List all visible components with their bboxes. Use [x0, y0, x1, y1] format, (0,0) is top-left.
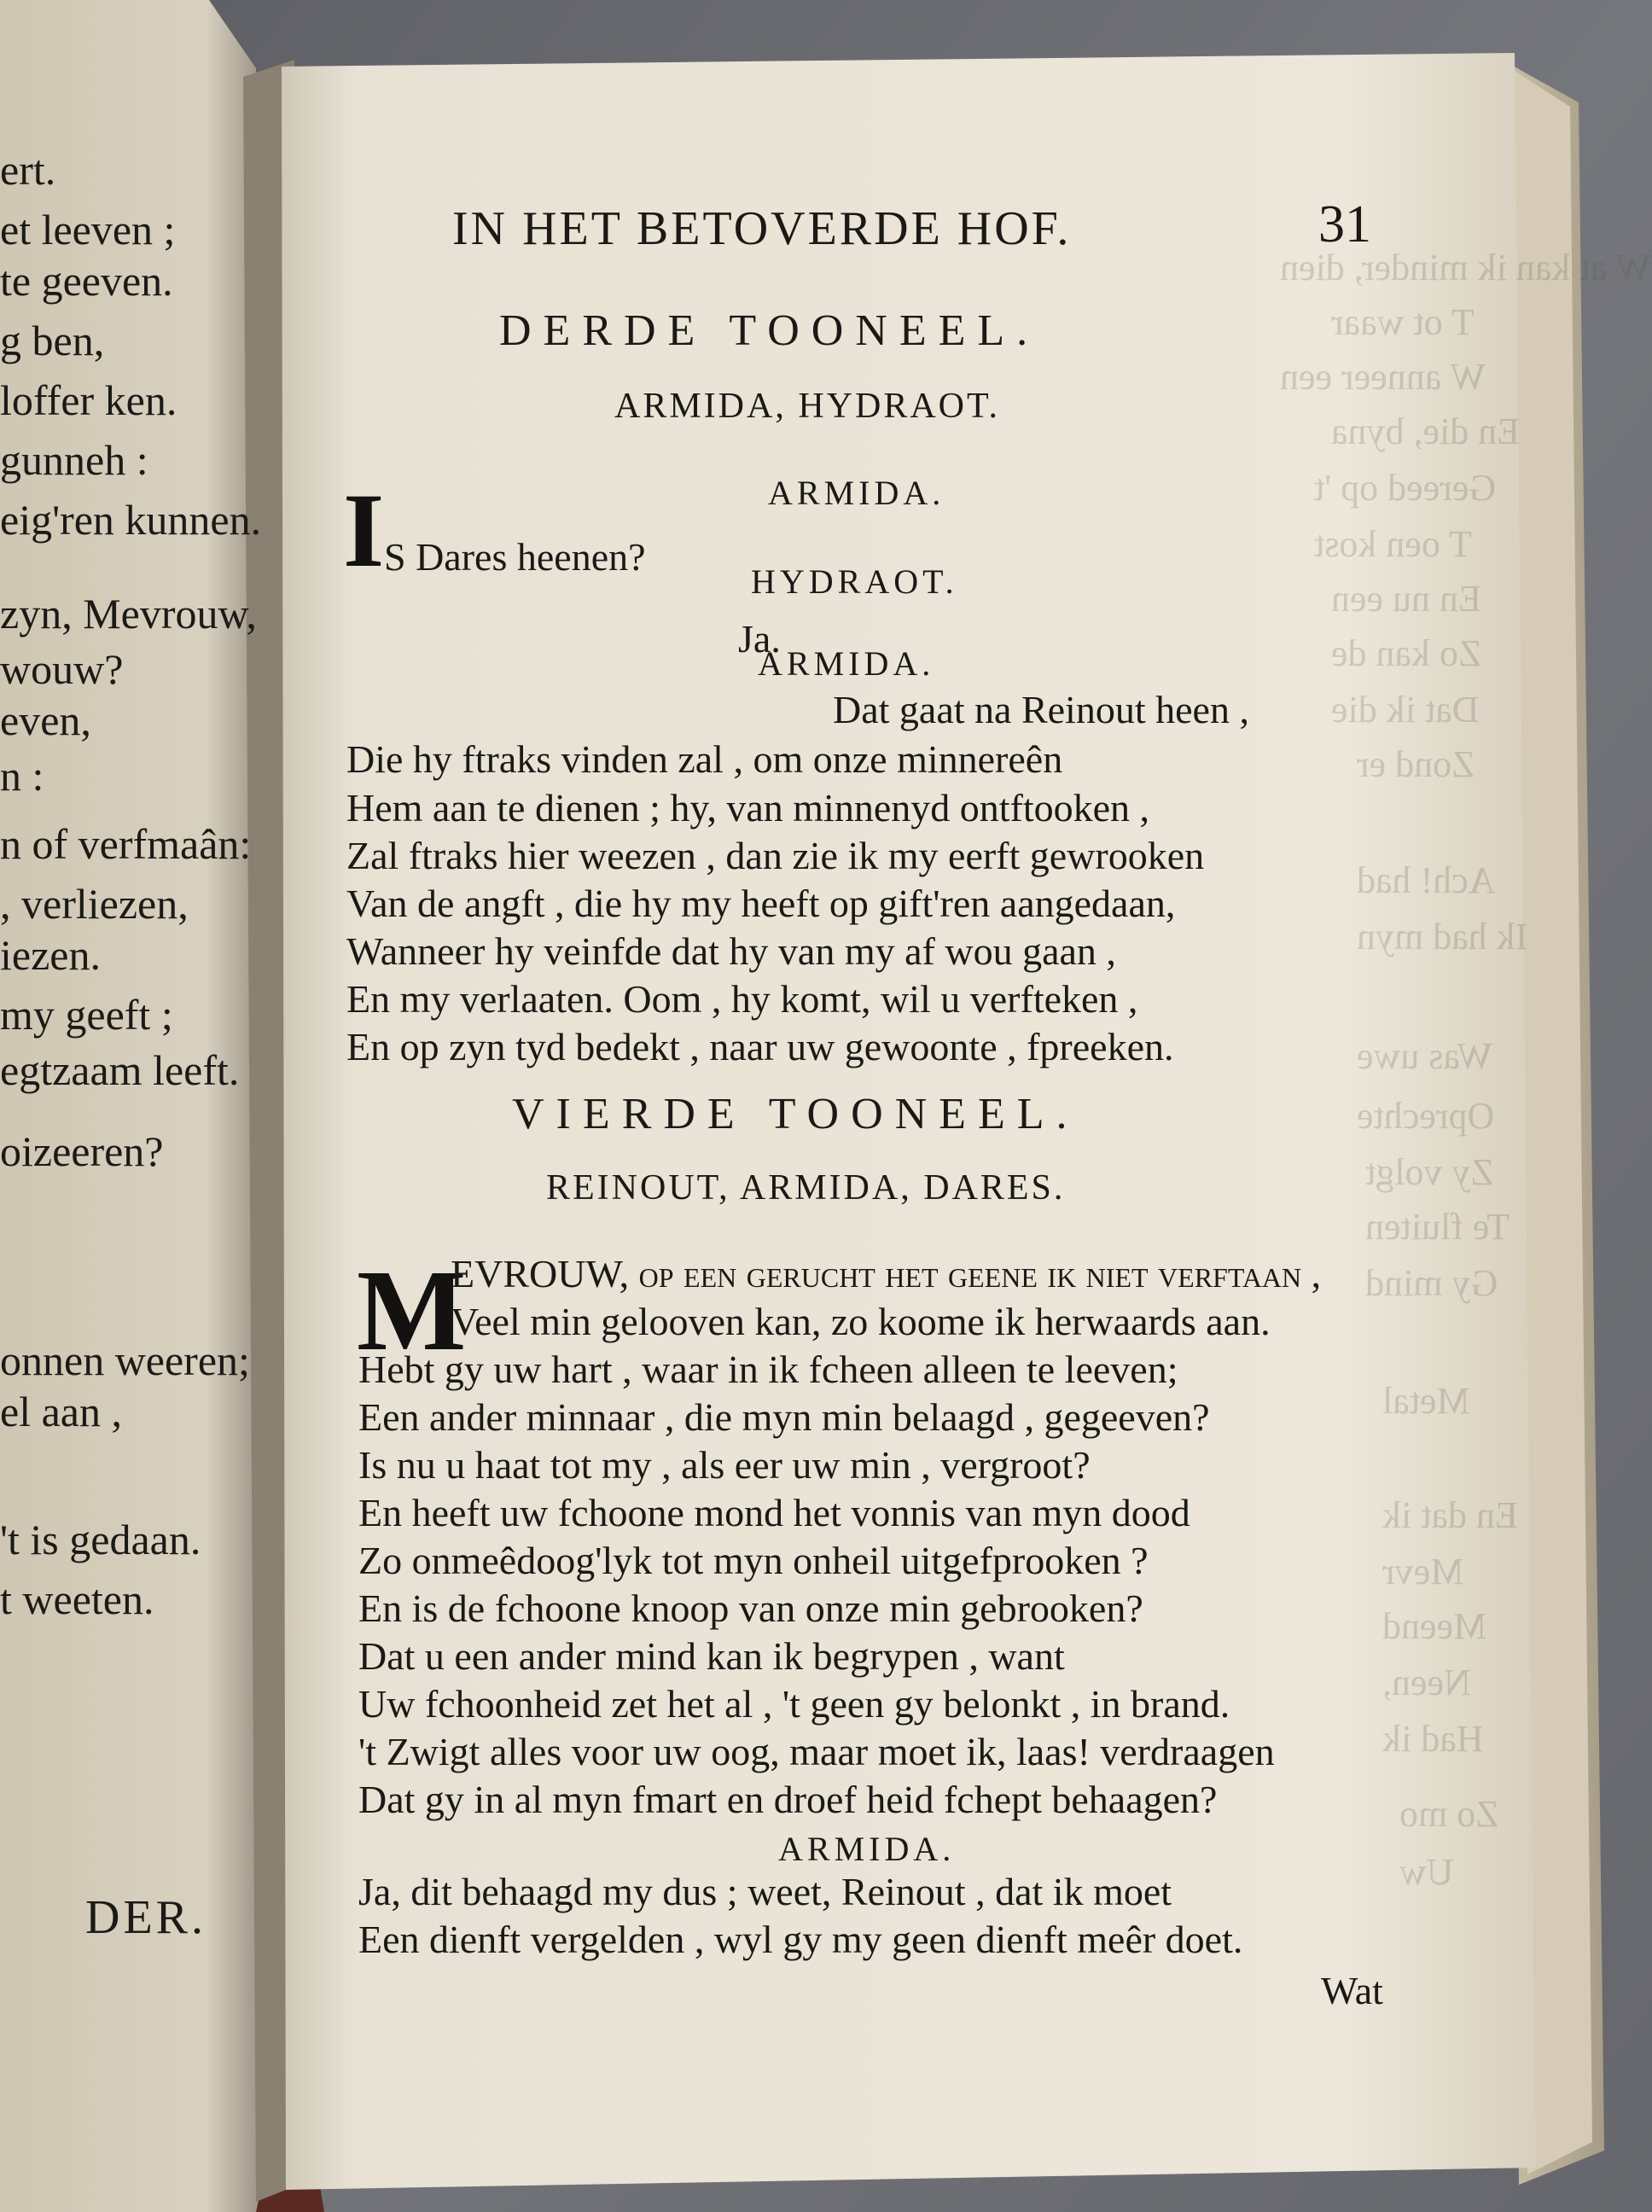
verse-line: Zal ftraks hier weezen , dan zie ik my eerft gewrooken: [346, 834, 1205, 877]
verse-line: En my verlaaten. Oom , hy komt, wil u verfteken ,: [346, 977, 1138, 1021]
bleed-through: Zo kan de: [1331, 632, 1481, 674]
verse-line: S Dares heenen?: [384, 535, 646, 579]
bleed-through: Uw: [1399, 1851, 1454, 1893]
bleed-through: Had ik: [1382, 1718, 1484, 1760]
verse-line: EVROUW, op een gerucht het geene ik niet verftaan ,: [451, 1252, 1322, 1295]
drop-cap: M: [357, 1247, 467, 1375]
left-page-line: iezen.: [0, 931, 101, 979]
running-head: IN HET BETOVERDE HOF.: [452, 202, 1072, 255]
left-page-line: oizeeren?: [0, 1127, 164, 1175]
bleed-through: Dat ik die: [1331, 689, 1480, 731]
verse-line: Hem aan te dienen ; hy, van minnenyd ontftooken ,: [346, 786, 1150, 830]
left-page-line: t weeten.: [0, 1575, 154, 1623]
left-page-text: [0, 0, 273, 2212]
bleed-through: W at kan ik minder, dien: [1280, 247, 1651, 288]
bleed-through: En dat ik: [1382, 1494, 1518, 1536]
left-page-line: n of verfmaân:: [0, 820, 252, 868]
bleed-through: Zo mo: [1399, 1793, 1499, 1835]
verse-line: Uw fchoonheid zet het al , 't geen gy belonkt , in brand.: [358, 1682, 1230, 1726]
left-page-line: loffer ken.: [0, 376, 177, 424]
verse-line: Dat gaat na Reinout heen ,: [833, 688, 1249, 731]
bleed-through: T oen kost: [1314, 523, 1472, 565]
left-page-line: eig'ren kunnen.: [0, 496, 262, 544]
verse-line: Is nu u haat tot my , als eer uw min , vergroot?: [358, 1443, 1091, 1487]
verse-line: Dat gy in al myn fmart en droef heid fchept behaagen?: [358, 1778, 1218, 1821]
bleed-through: T ot waar: [1331, 301, 1475, 343]
scene-title: VIERDE TOONEEL.: [512, 1090, 1079, 1138]
left-page-line: egtzaam leeft.: [0, 1046, 240, 1094]
left-page-line: zyn, Mevrouw,: [0, 590, 257, 637]
left-page-line: gunneh :: [0, 436, 148, 484]
bleed-through: Metal: [1382, 1380, 1470, 1422]
speaker-label: ARMIDA.: [758, 644, 935, 683]
bleed-through: Gereed op 't: [1314, 467, 1497, 509]
left-page-catchword: DER.: [85, 1891, 206, 1944]
left-page-line: n :: [0, 752, 44, 800]
verse-line: Hebt gy uw hart , waar in ik fcheen alleen te leeven;: [358, 1348, 1178, 1391]
bleed-through: Oprechte: [1357, 1095, 1495, 1137]
bleed-through: Was uwe: [1357, 1035, 1492, 1077]
verse-line: Dat u een ander mind kan ik begrypen , want: [358, 1634, 1065, 1678]
bleed-through: Mevr: [1382, 1551, 1464, 1592]
catchword: Wat: [1321, 1969, 1383, 2012]
scene-cast: REINOUT, ARMIDA, DARES.: [546, 1168, 1066, 1208]
left-page-line: 't is gedaan.: [0, 1516, 201, 1563]
speaker-label: HYDRAOT.: [751, 562, 958, 601]
verse-line: Ja.: [738, 617, 781, 661]
bleed-through: W anneer een: [1280, 356, 1486, 398]
bleed-through: Ik had myn: [1357, 916, 1528, 958]
left-page-line: even,: [0, 696, 91, 744]
left-page-line: g ben,: [0, 317, 105, 364]
verse-line: Ja, dit behaagd my dus ; weet, Reinout , dat ik moet: [358, 1870, 1172, 1913]
verse-line: Wanneer hy veinfde dat hy van my af wou gaan ,: [346, 929, 1116, 973]
bleed-through: Ach! had: [1357, 859, 1496, 901]
drop-cap: I: [343, 472, 385, 589]
scene-title: DERDE TOONEEL.: [499, 306, 1040, 355]
left-page-line: ert.: [0, 146, 56, 194]
verse-line: En heeft uw fchoone mond het vonnis van myn dood: [358, 1491, 1190, 1534]
verse-line: Een ander minnaar , die myn min belaagd , gegeeven?: [358, 1395, 1210, 1439]
left-page-line: wouw?: [0, 645, 124, 693]
verse-line: En is de fchoone knoop van onze min gebrooken?: [358, 1586, 1143, 1630]
left-page-line: el aan ,: [0, 1388, 122, 1435]
verse-line: Veel min gelooven kan, zo koome ik herwaards aan.: [451, 1300, 1271, 1343]
bleed-through: Gy mind: [1365, 1262, 1498, 1304]
verse-line: Van de angft , die hy my heeft op gift'ren aangedaan,: [346, 882, 1176, 925]
verse-line: En op zyn tyd bedekt , naar uw gewoonte , fpreeken.: [346, 1025, 1174, 1068]
verse-line: 't Zwigt alles voor uw oog, maar moet ik, laas! verdraagen: [358, 1730, 1275, 1773]
verse-line: Een dienft vergelden , wyl gy my geen dienft meêr doet.: [358, 1918, 1243, 1961]
bleed-through: Zond er: [1357, 743, 1475, 785]
scene-cast: ARMIDA, HYDRAOT.: [614, 387, 1001, 426]
bleed-through: En nu een: [1331, 578, 1481, 620]
speaker-label: ARMIDA.: [778, 1830, 956, 1868]
bleed-through: Te fluiten: [1365, 1206, 1510, 1248]
left-page-line: , verliezen,: [0, 880, 189, 928]
left-page-line: my geeft ;: [0, 991, 173, 1039]
verse-line: Zo onmeêdoog'lyk tot myn onheil uitgefprooken ?: [358, 1539, 1149, 1582]
left-page-line: te geeven.: [0, 257, 173, 305]
speaker-label: ARMIDA.: [768, 474, 945, 512]
page-number: 31: [1318, 195, 1371, 253]
bleed-through: Neen,: [1382, 1662, 1471, 1703]
left-page-line: et leeven ;: [0, 206, 176, 253]
verse-line: Die hy ftraks vinden zal , om onze minnereên: [346, 737, 1063, 781]
bleed-through: Zy volgt: [1365, 1151, 1494, 1193]
bleed-through: Meend: [1382, 1605, 1487, 1647]
left-page-line: onnen weeren;: [0, 1336, 250, 1384]
bleed-through: En die, byna: [1331, 410, 1521, 452]
